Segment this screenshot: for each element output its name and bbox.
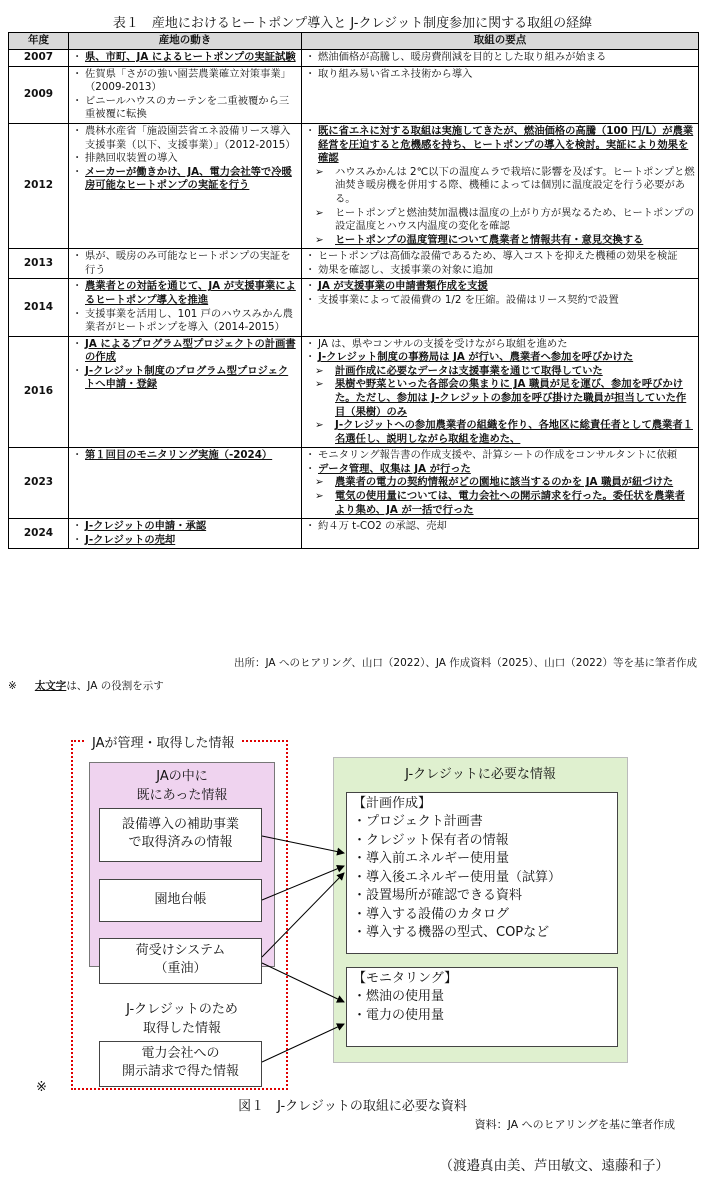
point-item bbox=[305, 476, 695, 490]
bullet-icon: ・ bbox=[305, 351, 316, 364]
point-text: ヒートポンプは高価な設備であるため、導入コストを抑えた機種の効果を検証 bbox=[318, 250, 678, 263]
footnote-mark: ※ bbox=[8, 680, 17, 692]
bullet-icon: ・ bbox=[72, 250, 83, 263]
table-row bbox=[9, 124, 699, 249]
planning-item: ・導入する機器の型式、COPなど bbox=[353, 925, 550, 941]
point-text: J-クレジット制度の事務局は JA が行い、農業者へ参加を呼びかけた bbox=[318, 351, 634, 364]
move-item bbox=[72, 534, 298, 548]
table-row bbox=[9, 249, 699, 279]
monitoring-item: ・電力の使用量 bbox=[353, 1007, 445, 1023]
ja-existing-label: JAの中に 既にあった情報 bbox=[136, 769, 228, 803]
bullet-icon: ・ bbox=[72, 67, 83, 80]
move-item bbox=[72, 51, 298, 65]
header-moves: 産地の動き bbox=[69, 33, 302, 50]
planning-item: ・クレジット保有者の情報 bbox=[353, 832, 509, 848]
move-text: 支援事業を活用し、101 戸のハウスみかん農業者がヒートポンプを導入（2014-2015） bbox=[85, 307, 293, 334]
move-text: 佐賀県「さがの強い園芸農業確立対策事業」（2009-2013） bbox=[85, 67, 291, 94]
point-item bbox=[305, 264, 695, 278]
move-text: J-クレジットの売却 bbox=[85, 533, 176, 546]
move-item bbox=[72, 365, 298, 392]
move-text: J-クレジットの申請・承認 bbox=[85, 520, 207, 533]
point-item bbox=[305, 338, 695, 352]
move-text: J-クレジット制度のプログラム型プロジェクトへ申請・登録 bbox=[85, 364, 289, 391]
arrow-bullet-icon: ➢ bbox=[315, 378, 324, 391]
bullet-icon: ・ bbox=[305, 250, 316, 263]
bullet-icon: ・ bbox=[72, 280, 83, 293]
arrow-bullet-icon: ➢ bbox=[315, 364, 324, 377]
point-item bbox=[305, 68, 695, 82]
bullet-icon: ・ bbox=[305, 337, 316, 350]
monitoring-list bbox=[346, 967, 618, 1047]
jcredit-needed-label: J-クレジットに必要な情報 bbox=[405, 767, 556, 782]
bullet-icon: ・ bbox=[305, 67, 316, 80]
year-cell: 2012 bbox=[9, 124, 69, 249]
point-item bbox=[305, 351, 695, 365]
move-text: 排熱回収装置の導入 bbox=[85, 152, 178, 165]
point-item bbox=[305, 51, 695, 65]
table-footnote bbox=[8, 678, 164, 693]
planning-list bbox=[346, 792, 618, 954]
planning-title: 【計画作成】 bbox=[353, 796, 432, 811]
box-orchard-ledger: 園地台帳 bbox=[99, 879, 262, 922]
points-cell bbox=[302, 448, 699, 519]
authors: （渡邉真由美、芦田敏文、遠藤和子） bbox=[439, 1158, 669, 1174]
table-source-note: 出所：JA へのヒアリング、山口（2022）、JA 作成資料（2025）、山口（2022）等を基に筆者作成 bbox=[234, 657, 697, 669]
point-item bbox=[305, 449, 695, 463]
point-text: ヒートポンプと燃油焚加温機は温度の上がり方が異なるため、ヒートポンプの設定温度とハウス内温度の変化を確認 bbox=[335, 206, 695, 233]
arrow-bullet-icon: ➢ bbox=[315, 419, 324, 432]
moves-cell bbox=[69, 448, 302, 519]
move-item bbox=[72, 449, 298, 463]
point-text: 燃油価格が高騰し、暖房費削減を目的とした取り組みが始まる bbox=[318, 50, 607, 63]
move-item bbox=[72, 280, 298, 307]
bullet-icon: ・ bbox=[305, 293, 316, 306]
year-cell: 2013 bbox=[9, 249, 69, 279]
move-text: JA によるプログラム型プロジェクトの計画書の作成 bbox=[85, 337, 296, 364]
move-text: 県が、暖房のみ可能なヒートポンプの実証を行う bbox=[85, 250, 291, 276]
moves-cell bbox=[69, 124, 302, 249]
point-text: モニタリング報告書の作成支援や、計算シートの作成をコンサルタントに依頼 bbox=[318, 449, 678, 462]
move-text: 農業者との対話を通じて、JA が支援事業によるヒートポンプ導入を推進 bbox=[85, 280, 296, 306]
point-text: 電気の使用量については、電力会社への開示請求を行った。委任状を農業者より集め、JA が一括で行った bbox=[335, 490, 685, 516]
point-item bbox=[305, 234, 695, 248]
move-item bbox=[72, 166, 298, 193]
points-cell bbox=[302, 519, 699, 549]
points-cell bbox=[302, 124, 699, 249]
move-item bbox=[72, 250, 298, 277]
point-text: 約４万 t-CO2 の承認、売却 bbox=[318, 520, 447, 533]
bullet-icon: ・ bbox=[72, 125, 83, 138]
table-row bbox=[9, 279, 699, 336]
move-item bbox=[72, 520, 298, 534]
point-item bbox=[305, 294, 695, 308]
bullet-icon: ・ bbox=[72, 449, 83, 462]
point-text: 計画作成に必要なデータは支援事業を通じて取得していた bbox=[335, 364, 603, 377]
point-text: ヒートポンプの温度管理について農業者と情報共有・意見交換する bbox=[335, 233, 644, 246]
points-cell bbox=[302, 249, 699, 279]
point-text: 農業者の電力の契約情報がどの園地に該当するのかを JA 職員が紐づけた bbox=[335, 476, 674, 489]
point-item bbox=[305, 520, 695, 534]
point-item bbox=[305, 280, 695, 294]
arrow-bullet-icon: ➢ bbox=[315, 206, 324, 219]
point-text: JA は、県やコンサルの支援を受けながら取組を進めた bbox=[318, 337, 568, 350]
box-shipping-system: 荷受けシステム （重油） bbox=[99, 938, 262, 984]
bullet-icon: ・ bbox=[305, 50, 316, 63]
bullet-icon: ・ bbox=[72, 165, 83, 178]
planning-item: ・導入する設備のカタログ bbox=[353, 906, 510, 922]
move-item bbox=[72, 338, 298, 365]
bullet-icon: ・ bbox=[72, 337, 83, 350]
box-power-disclosure: 電力会社への 開示請求で得た情報 bbox=[99, 1041, 262, 1087]
bullet-icon: ・ bbox=[305, 449, 316, 462]
point-text: データ管理、収集は JA が行った bbox=[318, 462, 471, 475]
planning-item: ・設置場所が確認できる資料 bbox=[353, 888, 523, 904]
point-item bbox=[305, 463, 695, 477]
moves-cell bbox=[69, 249, 302, 279]
year-cell: 2023 bbox=[9, 448, 69, 519]
table-row bbox=[9, 448, 699, 519]
point-item bbox=[305, 125, 695, 166]
move-text: メーカーが働きかけ、JA、電力会社等で冷暖房可能なヒートポンプの実証を行う bbox=[85, 165, 292, 192]
points-cell bbox=[302, 66, 699, 123]
figure-caption: 図１ J-クレジットの取組に必要な資料 bbox=[238, 1099, 467, 1114]
point-text: 既に省エネに対する取組は実施してきたが、燃油価格の高騰（100 円/L）が農業経営を圧迫すると危機感を持ち、ヒートポンプの導入を検討。実証により効果を確認 bbox=[318, 125, 694, 165]
move-item bbox=[72, 152, 298, 166]
table-row bbox=[9, 336, 699, 448]
figure-footnote-mark: ※ bbox=[36, 1080, 47, 1095]
table-row bbox=[9, 66, 699, 123]
year-cell: 2009 bbox=[9, 66, 69, 123]
arrow-bullet-icon: ➢ bbox=[315, 490, 324, 503]
point-text: 支援事業によって設備費の 1/2 を圧縮。設備はリース契約で設置 bbox=[318, 293, 619, 306]
planning-item: ・導入前エネルギー使用量 bbox=[353, 851, 510, 867]
moves-cell bbox=[69, 279, 302, 336]
box-subsidy-info: 設備導入の補助事業 で取得済みの情報 bbox=[99, 808, 262, 862]
bullet-icon: ・ bbox=[305, 125, 316, 138]
points-cell bbox=[302, 279, 699, 336]
table-row bbox=[9, 49, 699, 66]
moves-cell bbox=[69, 49, 302, 66]
move-text: 農林水産省「施設園芸省エネ設備リース導入支援事業（以下、支援事業）」（2012-2015） bbox=[85, 125, 296, 151]
moves-cell bbox=[69, 66, 302, 123]
bullet-icon: ・ bbox=[305, 520, 316, 533]
bullet-icon: ・ bbox=[72, 364, 83, 377]
jcredit-acquired-label: J-クレジットのため 取得した情報 bbox=[126, 1002, 238, 1036]
footnote-bold-word: 太文字 bbox=[34, 680, 67, 692]
points-cell bbox=[302, 49, 699, 66]
bullet-icon: ・ bbox=[305, 462, 316, 475]
table-header-row bbox=[9, 33, 699, 50]
point-item bbox=[305, 207, 695, 234]
point-text: 取り組み易い省エネ技術から導入 bbox=[318, 67, 473, 80]
moves-cell bbox=[69, 336, 302, 448]
planning-item: ・プロジェクト計画書 bbox=[353, 814, 483, 830]
bullet-icon: ・ bbox=[72, 152, 83, 165]
move-item bbox=[72, 125, 298, 152]
move-text: 第１回目のモニタリング実施（-2024） bbox=[85, 449, 273, 462]
footnote-text: は、JA の役割を示す bbox=[66, 680, 164, 692]
figure-source: 資料：JA へのヒアリングを基に筆者作成 bbox=[474, 1118, 675, 1131]
point-text: ハウスみかんは 2℃以下の温度ムラで栽培に影響を及ぼす。ヒートポンプと燃油焚き暖房機を併用する際、機種によっては個別に温度設定を行う必要がある。 bbox=[335, 165, 695, 205]
point-text: 果樹や野菜といった各部会の集まりに JA 職員が足を運び、参加を呼びかけた。ただし、参加は J-クレジットの参加を呼び掛けた職員が担当していた作目（果樹）のみ bbox=[335, 378, 687, 418]
header-points: 取組の要点 bbox=[302, 33, 699, 50]
point-text: JA が支援事業の申請書類作成を支援 bbox=[318, 280, 488, 293]
table-row bbox=[9, 519, 699, 549]
table-title: 表１ 産地におけるヒートポンプ導入と J-クレジット制度参加に関する取組の経緯 bbox=[112, 16, 593, 31]
move-text: ビニールハウスのカーテンを二重被覆から三重被覆に転換 bbox=[85, 94, 290, 121]
point-item bbox=[305, 378, 695, 419]
year-cell: 2016 bbox=[9, 336, 69, 448]
arrow-bullet-icon: ➢ bbox=[315, 476, 324, 489]
history-table bbox=[8, 32, 699, 549]
bullet-icon: ・ bbox=[305, 263, 316, 276]
point-item bbox=[305, 250, 695, 264]
header-year: 年度 bbox=[9, 33, 69, 50]
planning-item: ・導入後エネルギー使用量（試算） bbox=[353, 869, 562, 885]
bullet-icon: ・ bbox=[72, 307, 83, 320]
point-text: J-クレジットへの参加農業者の組織を作り、各地区に総責任者として農業者１名選任し、説明しながら取組を進めた、 bbox=[335, 419, 693, 445]
monitoring-item: ・燃油の使用量 bbox=[353, 989, 445, 1005]
move-text: 県、市町、JA によるヒートポンプの実証試験 bbox=[85, 50, 296, 63]
moves-cell bbox=[69, 519, 302, 549]
bullet-icon: ・ bbox=[72, 533, 83, 546]
point-text: 効果を確認し、支援事業の対象に追加 bbox=[318, 263, 494, 276]
year-cell: 2014 bbox=[9, 279, 69, 336]
point-item bbox=[305, 490, 695, 517]
ja-managed-label: JAが管理・取得した情報 bbox=[86, 732, 241, 751]
bullet-icon: ・ bbox=[72, 94, 83, 107]
point-item bbox=[305, 365, 695, 379]
bullet-icon: ・ bbox=[305, 280, 316, 293]
point-item bbox=[305, 166, 695, 207]
monitoring-title: 【モニタリング】 bbox=[353, 971, 458, 986]
points-cell bbox=[302, 336, 699, 448]
year-cell: 2024 bbox=[9, 519, 69, 549]
arrow-bullet-icon: ➢ bbox=[315, 165, 324, 178]
year-cell: 2007 bbox=[9, 49, 69, 66]
bullet-icon: ・ bbox=[72, 520, 83, 533]
move-item bbox=[72, 95, 298, 122]
point-item bbox=[305, 419, 695, 446]
arrow-bullet-icon: ➢ bbox=[315, 233, 324, 246]
bullet-icon: ・ bbox=[72, 50, 83, 63]
move-item bbox=[72, 308, 298, 335]
move-item bbox=[72, 68, 298, 95]
